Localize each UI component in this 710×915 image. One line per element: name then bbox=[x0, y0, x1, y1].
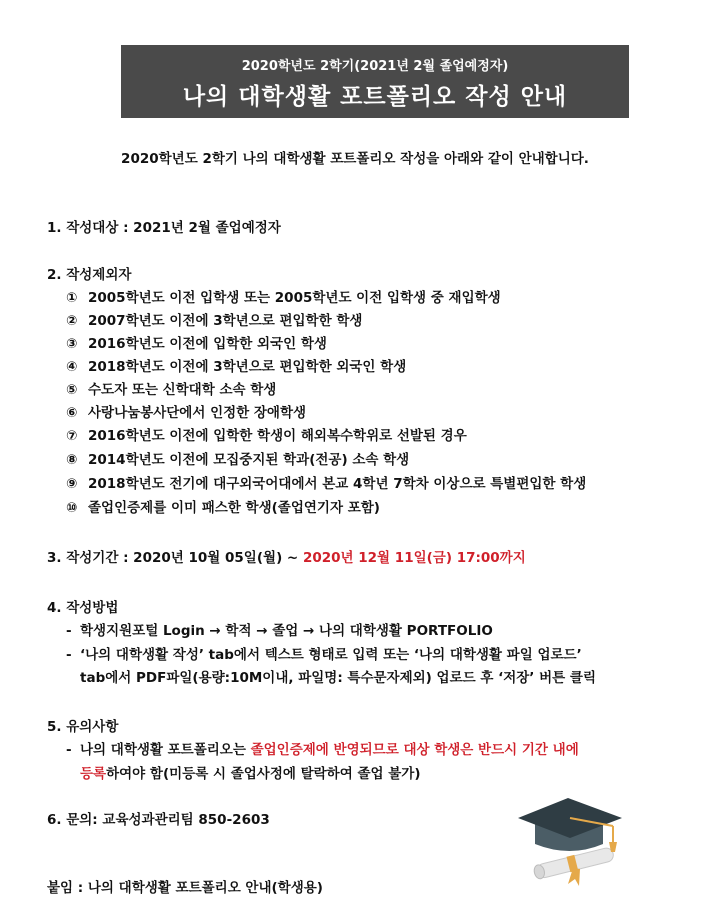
dash-bullet: - bbox=[66, 742, 72, 758]
exclusion-item bbox=[66, 286, 501, 306]
item-text: 2005학년도 이전 입학생 또는 2005학년도 이전 입학생 중 재입학생 bbox=[88, 290, 501, 306]
method-text: ‘나의 대학생활 작성’ tab에서 텍스트 형태로 입력 또는 ‘나의 대학생활 파일 업로드’ bbox=[80, 647, 582, 663]
section-target: 1. 작성대상 : 2021년 2월 졸업예정자 bbox=[47, 220, 281, 236]
item-number: ② bbox=[66, 313, 78, 329]
item-number: ⑤ bbox=[66, 382, 78, 398]
banner-subtitle: 2020학년도 2학기(2021년 2월 졸업예정자) bbox=[241, 59, 509, 74]
dash-bullet: - bbox=[66, 647, 72, 663]
section-contact: 6. 문의: 교육성과관리팀 850-2603 bbox=[47, 812, 270, 828]
item-number: ③ bbox=[66, 336, 78, 352]
method-item bbox=[66, 619, 493, 639]
exclusion-item bbox=[66, 496, 380, 516]
banner-title: 나의 대학생활 포트폴리오 작성 안내 bbox=[182, 84, 568, 110]
exclusion-item bbox=[66, 355, 406, 375]
period-text: 3. 작성기간 : 2020년 10월 05일(월) ~ bbox=[47, 550, 303, 566]
method-item-continued: tab에서 PDF파일(용량:10M이내, 파일명: 특수문자제외) 업로드 후 ‘저장’ 버튼 클릭 bbox=[80, 670, 596, 686]
section-exclusions: 2. 작성제외자 bbox=[47, 267, 132, 283]
section-method: 4. 작성방법 bbox=[47, 600, 119, 616]
method-text: 학생지원포털 Login → 학적 → 졸업 → 나의 대학생활 PORTFOLIO bbox=[80, 623, 493, 639]
item-text: 2016학년도 이전에 입학한 외국인 학생 bbox=[88, 336, 327, 352]
graduation-cap-diploma-icon bbox=[515, 796, 625, 891]
title-banner bbox=[121, 45, 629, 118]
item-text: 졸업인증제를 이미 패스한 학생(졸업연기자 포함) bbox=[88, 500, 380, 516]
notes-warning: 졸업인증제에 반영되므로 대상 학생은 반드시 기간 내에 bbox=[250, 742, 579, 758]
item-text: 2018학년도 전기에 대구외국어대에서 본교 4학년 7학차 이상으로 특별편입한 학생 bbox=[88, 476, 587, 492]
item-text: 2018학년도 이전에 3학년으로 편입학한 외국인 학생 bbox=[88, 359, 407, 375]
dash-bullet: - bbox=[66, 623, 72, 639]
intro-text: 2020학년도 2학기 나의 대학생활 포트폴리오 작성을 아래와 같이 안내합니다. bbox=[121, 151, 589, 167]
item-number: ④ bbox=[66, 359, 78, 375]
item-number: ⑧ bbox=[66, 452, 78, 468]
exclusion-item bbox=[66, 309, 362, 329]
notes-text: 하여야 함(미등록 시 졸업사정에 탈락하여 졸업 불가) bbox=[106, 766, 421, 782]
notes-item-continued bbox=[80, 762, 421, 782]
attachment-note: 붙임 : 나의 대학생활 포트폴리오 안내(학생용) bbox=[47, 880, 323, 896]
exclusion-item bbox=[66, 472, 586, 492]
exclusion-item bbox=[66, 401, 306, 421]
item-text: 사랑나눔봉사단에서 인정한 장애학생 bbox=[88, 405, 307, 421]
item-text: 2007학년도 이전에 3학년으로 편입학한 학생 bbox=[88, 313, 363, 329]
exclusion-item bbox=[66, 424, 467, 444]
item-text: 2014학년도 이전에 모집중지된 학과(전공) 소속 학생 bbox=[88, 452, 410, 468]
exclusion-item bbox=[66, 448, 409, 468]
method-item bbox=[66, 643, 582, 663]
item-number: ⑩ bbox=[66, 500, 78, 516]
exclusion-item bbox=[66, 378, 276, 398]
item-text: 2016학년도 이전에 입학한 학생이 해외복수학위로 선발된 경우 bbox=[88, 428, 467, 444]
item-number: ⑨ bbox=[66, 476, 78, 492]
item-number: ⑥ bbox=[66, 405, 78, 421]
notes-text: 나의 대학생활 포트폴리오는 bbox=[80, 742, 251, 758]
section-period bbox=[47, 546, 526, 566]
exclusion-item bbox=[66, 332, 327, 352]
item-number: ⑦ bbox=[66, 428, 78, 444]
section-notes: 5. 유의사항 bbox=[47, 719, 119, 735]
item-number: ① bbox=[66, 290, 78, 306]
period-deadline: 2020년 12월 11일(금) 17:00까지 bbox=[302, 550, 526, 566]
item-text: 수도자 또는 신학대학 소속 학생 bbox=[88, 382, 277, 398]
notes-item bbox=[66, 738, 579, 758]
notes-register: 등록 bbox=[80, 766, 107, 782]
